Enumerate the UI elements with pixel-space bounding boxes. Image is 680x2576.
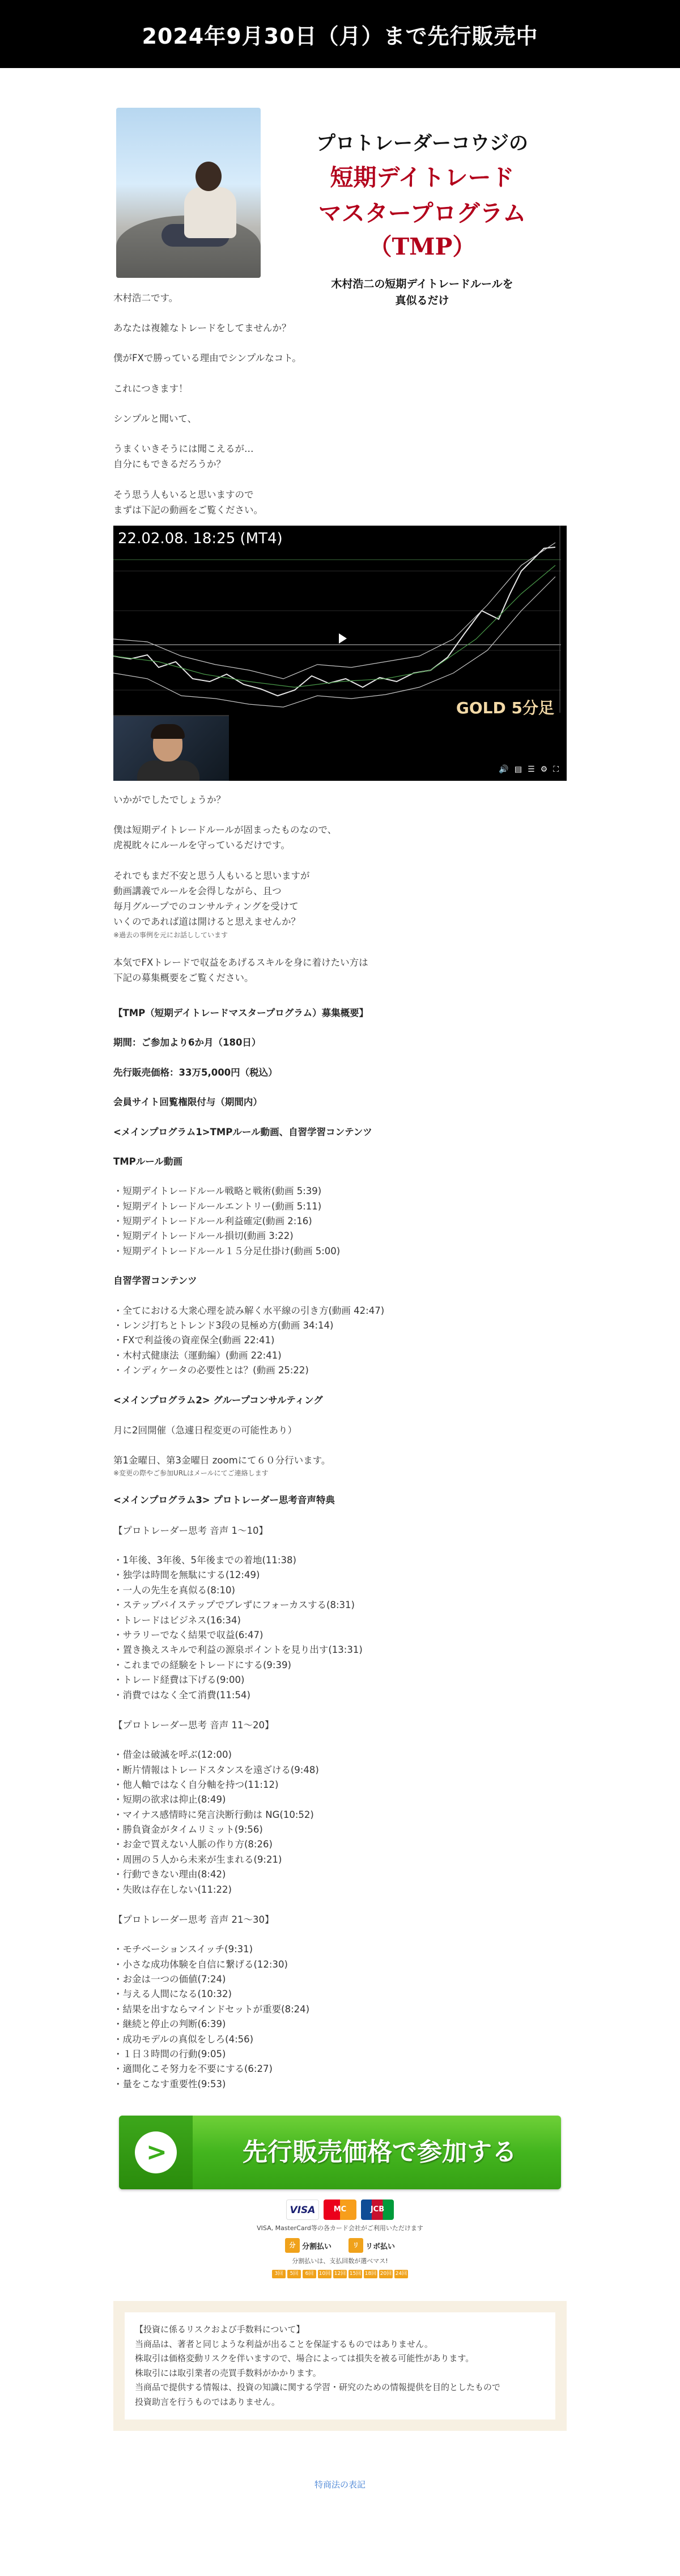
hero-section [113, 108, 567, 307]
list-item: ・借金は破滅を呼ぶ(12:00) [113, 1749, 232, 1761]
list-item: ・レンジ打ちとトレンド3段の見極め方(動画 34:14) [113, 1320, 334, 1331]
list-item: ・全てにおける大衆心理を読み解く水平線の引き方(動画 42:47) [113, 1305, 385, 1316]
hero-title-block [278, 128, 567, 310]
main-program-2-title: <メインプログラム2> グループコンサルティング [113, 1394, 323, 1406]
split-payment-badge: 分 分割払い [285, 2238, 332, 2253]
list-item: ・サラリーでなく結果で収益(6:47) [113, 1629, 264, 1640]
intro-text: 木村浩二です。 あなたは複雑なトレードをしてませんか？ 僕がFXで勝っている理由でシンプルなコト。 これにつきます！ シンプルと聞いて、 うまくいきそうには聞こえるが… 自分にもできるだろうか？ そう思う人もいると思いますので まずは下記の動画をご覧ください。 [113, 293, 301, 515]
risk-disclosure: 【投資に係るリスクおよび手数料について】 当商品は、著者と同じような利益が出ることを保証するものではありません。 株取引は価格変動リスクを伴いますので、場合によっては損失を被る可能性があります。 株取引には取引業者の売買手数料がかかります。 当商品で提供する情報は、投資の知識に関する学習・研究のための情報提供を目的としたもので 投資助言を行うものではありません。 [113, 2301, 567, 2431]
split-note: 分割払いは、支払回数が選べマス! [292, 2257, 388, 2265]
main-content [113, 108, 567, 2490]
list-item: ・独学は時間を無駄にする(12:49) [113, 1570, 260, 1581]
list-item: ・他人軸ではなく自分軸を持つ(11:12) [113, 1779, 279, 1790]
after-video-text: いかがでしたでしょうか？ 僕は短期デイトレードルールが固まったものなので、 虎視眈々にルールを守っているだけです。 それでもまだ不安と思う人もいると思いますが 動画講義でルールを会得しながら、且つ 毎月グループでのコンサルティングを受けて いくのであれば道は開けると思えませんか？ ※過去の事例を元にお話ししています 本気でFXトレードで収益をあげるスキルを身に着けたい方は 下記の募集概要をご覧ください。 [113, 792, 567, 985]
installment-months: 3回 5回 6回 10回 12回 15回 18回 20回 24回 [113, 2270, 567, 2278]
audio-2-title: 【プロトレーダー思考 音声 11〜20】 [113, 1719, 274, 1731]
audio-2-list [113, 1748, 567, 1897]
volume-icon[interactable]: 🔊 [499, 764, 509, 774]
list-item: ・勝負資金がタイムリミット(9:56) [113, 1824, 263, 1835]
list-item: ・これまでの経験をトレードにする(9:39) [113, 1659, 291, 1670]
list-item: ・与える人間になる(10:32) [113, 1989, 232, 2000]
fullscreen-icon[interactable]: ⛶ [553, 764, 559, 774]
play-icon[interactable] [339, 633, 347, 644]
list-item: ・短期デイトレードルール損切(動画 3:22) [113, 1230, 294, 1242]
after-video-note: ※過去の事例を元にお話ししています [113, 930, 228, 939]
list-item: ・行動できない理由(8:42) [113, 1869, 226, 1880]
list-item: ・断片情報はトレードスタンスを遠ざける(9:48) [113, 1764, 319, 1775]
list-item: ・成功モデルの真似をしろ(4:56) [113, 2033, 254, 2045]
cta-wrapper [113, 2116, 567, 2189]
self-study-list [113, 1304, 567, 1378]
list-item: ・継続と停止の判断(6:39) [113, 2019, 226, 2030]
list-item: ・１日３時間の行動(9:05) [113, 2049, 226, 2059]
video-player[interactable] [113, 526, 567, 781]
self-study-title: 自習学習コンテンツ [113, 1275, 197, 1287]
audio-1-list [113, 1553, 567, 1703]
banner-title: 2024年9月30日（月）まで先行販売中 [142, 23, 538, 49]
chevron-right-icon: > [146, 2138, 167, 2167]
list-item: ・量をこなす重要性(9:53) [113, 2078, 226, 2089]
list-item: ・1年後、3年後、5年後までの着地(11:38) [113, 1555, 296, 1566]
hero-subtitle: 木村浩二の短期デイトレードルールを 真似るだけ [331, 278, 513, 307]
hero-line-3: マスタープログラム（TMP） [318, 200, 526, 260]
rules-title: TMPルール動画 [113, 1156, 182, 1167]
list-item: ・結果を出すならマインドセットが重要(8:24) [113, 2003, 310, 2015]
hero-line-1: プロトレーダーコウジの [316, 132, 528, 155]
split-icon: 分 [285, 2238, 300, 2253]
list-item: ・短期デイトレードルール１５分足仕掛け(動画 5:00) [113, 1245, 341, 1257]
hero-line-2: 短期デイトレード [330, 164, 515, 191]
list-item: ・モチベーションスイッチ(9:31) [113, 1944, 253, 1955]
list-item: ・ステップバイステップでブレずにフォーカスする(8:31) [113, 1600, 355, 1611]
mastercard-logo: MC [324, 2199, 356, 2220]
list-item: ・短期の欲求は抑止(8:49) [113, 1794, 226, 1805]
overview-price: 先行販売価格：33万5,000円（税込） [113, 1067, 278, 1078]
webcam-overlay [113, 715, 229, 781]
list-item: ・短期デイトレードルール利益確定(動画 2:16) [113, 1216, 312, 1227]
list-item: ・失敗は存在しない(11:22) [113, 1884, 232, 1895]
join-presale-label: 先行販売価格で参加する [243, 2138, 517, 2167]
captions-icon[interactable]: ▤ [514, 764, 522, 774]
video-controls [499, 765, 559, 774]
main-program-1-title: <メインプログラム1>TMPルール動画、自習学習コンテンツ [113, 1126, 372, 1137]
list-item: ・FXで利益後の資産保全(動画 22:41) [113, 1335, 275, 1346]
list-item: ・短期デイトレードルールエントリー(動画 5:11) [113, 1200, 322, 1212]
main-program-2-desc-1: 月に2回開催（急遽日程変更の可能性あり） [113, 1424, 297, 1436]
join-presale-button[interactable] [119, 2116, 561, 2189]
jcb-logo: JCB [361, 2199, 394, 2220]
payment-info [113, 2199, 567, 2278]
overview-title: 【TMP（短期デイトレードマスタープログラム）募集概要】 [113, 1007, 369, 1018]
list-item: ・小さな成功体験を自信に繋げる(12:30) [113, 1959, 288, 1970]
list-item: ・周囲の５人から未来が生まれる(9:21) [113, 1854, 282, 1865]
list-item: ・インディケータの必要性とは？(動画 25:22) [113, 1365, 309, 1376]
top-banner [0, 0, 680, 68]
audio-1-title: 【プロトレーダー思考 音声 1〜10】 [113, 1525, 268, 1536]
list-item: ・短期デイトレードルール戦略と戦術(動画 5:39) [113, 1186, 322, 1197]
list-item: ・トレードはビジネス(16:34) [113, 1614, 241, 1626]
list-item: ・置き換えスキルで利益の源泉ポイントを見り出す(13:31) [113, 1644, 363, 1656]
main-program-2-note: ※変更の際やご参加URLはメールにてご連絡します [113, 1469, 269, 1478]
visa-logo: VISA [286, 2199, 319, 2220]
main-program-3-title: <メインプログラム3> プロトレーダー思考音声特典 [113, 1495, 335, 1506]
card-note: VISA, MasterCard等の各カード会社がご利用いただけます [257, 2224, 423, 2232]
main-program-2-desc-2: 第1金曜日、第3金曜日 zoomにて６０分行います。 [113, 1455, 331, 1466]
list-item: ・木村式健康法（運動編）(動画 22:41) [113, 1350, 282, 1361]
overview-access: 会員サイト回覧権限付与（期間内） [113, 1097, 262, 1108]
legal-notice-link[interactable]: 特商法の表記 [314, 2480, 366, 2490]
rules-list [113, 1184, 567, 1259]
list-item: ・消費ではなく全て消費(11:54) [113, 1689, 250, 1701]
card-logos [113, 2199, 567, 2220]
overview-period: 期間：ご参加より6か月（180日） [113, 1037, 261, 1048]
revolving-payment-badge: リ リボ払い [348, 2238, 395, 2253]
list-item: ・お金で買えない人脈の作り方(8:26) [113, 1839, 273, 1850]
settings-icon[interactable]: ⚙ [540, 764, 548, 774]
revolving-icon: リ [348, 2238, 363, 2253]
installment-options [113, 2238, 567, 2253]
page-body [0, 68, 680, 2576]
hero-photo [116, 108, 261, 278]
list-item: ・適間化こそ努力を不要にする(6:27) [113, 2063, 273, 2075]
list-item: ・一人の先生を真似る(8:10) [113, 1584, 235, 1596]
video-timestamp: 22.02.08. 18:25 (MT4) [118, 530, 283, 547]
list-item: ・マイナス感情時に発言決断行動は NG(10:52) [113, 1809, 314, 1820]
video-symbol-label: GOLD 5分足 [456, 698, 554, 717]
risk-title: 【投資に係るリスクおよび手数料について】 [135, 2324, 305, 2335]
overview-section [113, 1006, 567, 2092]
playlist-icon[interactable]: ☰ [528, 764, 535, 774]
audio-3-list [113, 1942, 567, 2092]
list-item: ・お金は一つの価値(7:24) [113, 1974, 226, 1985]
audio-3-title: 【プロトレーダー思考 音声 21〜30】 [113, 1914, 274, 1926]
list-item: ・トレード経費は下げる(9:00) [113, 1674, 245, 1686]
